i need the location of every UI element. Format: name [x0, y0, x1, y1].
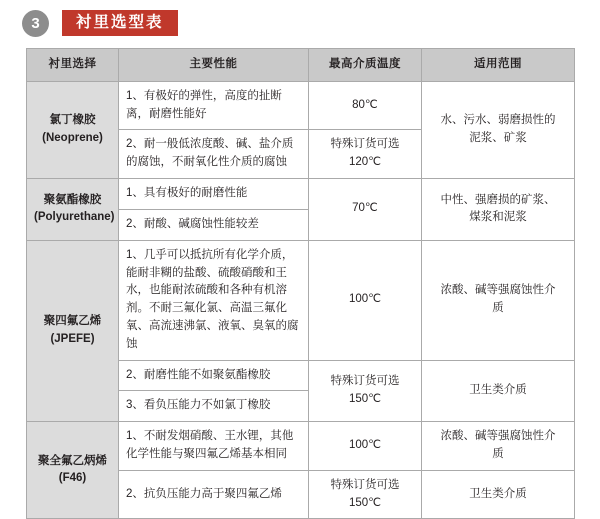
temperature-line-2: 120℃ — [348, 156, 382, 169]
table-header-row — [27, 49, 575, 82]
section-number-badge: 3 — [22, 10, 49, 37]
performance-cell: 2、抗负压能力高于聚四氟乙烯 — [119, 470, 309, 519]
column-header-lining: 衬里选择 — [27, 49, 119, 82]
scope-line-2: 质 — [492, 302, 504, 315]
scope-line-2: 质 — [492, 448, 504, 460]
performance-cell: 1、具有极好的耐磨性能 — [119, 179, 309, 210]
column-header-performance: 主要性能 — [119, 49, 309, 82]
table-body — [27, 81, 575, 519]
column-header-max-temperature: 最高介质温度 — [309, 49, 422, 82]
performance-cell: 1、不耐发烟硝酸、王水锂，其他化学性能与聚四氟乙烯基本相同 — [119, 422, 309, 471]
performance-cell: 3、看负压能力不如氯丁橡胶 — [119, 391, 309, 422]
scope-line-1: 卫生类介质 — [469, 383, 527, 396]
scope-line-1: 水、污水、弱磨损性的 — [440, 114, 556, 127]
temperature-line-1: 80℃ — [352, 98, 378, 111]
scope-cell — [422, 422, 575, 471]
lining-name-line-2: (Neoprene) — [42, 131, 103, 144]
lining-name-line-1: 聚全氟乙炳烯 — [38, 454, 107, 467]
temperature-line-2: 150℃ — [348, 392, 382, 405]
scope-line-1: 浓酸、碱等强腐蚀性介 — [440, 430, 556, 443]
lining-name-line-1: 聚四氟乙烯 — [43, 315, 102, 328]
temperature-cell — [309, 422, 422, 471]
scope-line-1: 卫生类介质 — [469, 487, 527, 500]
scope-cell — [422, 81, 575, 178]
temperature-cell — [309, 470, 422, 519]
temperature-cell — [309, 179, 422, 241]
scope-cell — [422, 179, 575, 241]
scope-cell — [422, 470, 575, 519]
scope-cell — [422, 240, 575, 360]
performance-cell: 2、耐磨性能不如聚氨酯橡胶 — [119, 360, 309, 391]
page-title: 衬里选型表 — [62, 10, 178, 37]
lining-name-line-1: 聚氨酯橡胶 — [43, 193, 102, 206]
temperature-line-1: 100℃ — [348, 293, 382, 306]
temperature-line-1: 70℃ — [352, 202, 378, 215]
temperature-cell — [309, 360, 422, 422]
performance-cell: 2、耐一般低浓度酸、碱、盐介质的腐蚀，不耐氧化性介质的腐蚀 — [119, 130, 309, 179]
table-row — [27, 179, 575, 210]
lining-name-line-2: (F46) — [58, 472, 87, 485]
table-row — [27, 240, 575, 360]
lining-name-cell — [27, 422, 119, 519]
lining-name-cell — [27, 240, 119, 422]
temperature-cell — [309, 130, 422, 179]
lining-selection-table — [26, 48, 575, 519]
temperature-cell — [309, 81, 422, 130]
scope-line-1: 中性、强磨损的矿浆、 — [440, 193, 556, 206]
performance-cell: 1、有极好的弹性，高度的扯断离，耐磨性能好 — [119, 81, 309, 130]
temperature-line-1: 特殊订货可选 — [330, 138, 400, 151]
scope-line-1: 浓酸、碱等强腐蚀性介 — [440, 284, 556, 297]
lining-name-line-1: 氯丁橡胶 — [49, 114, 96, 127]
lining-name-line-2: (JPEFE) — [50, 332, 95, 345]
lining-name-line-2: (Polyurethane) — [34, 211, 115, 224]
lining-selection-table-wrapper — [26, 48, 574, 519]
temperature-line-1: 特殊订货可选 — [330, 375, 400, 388]
performance-cell: 2、耐酸、碱腐蚀性能较差 — [119, 209, 309, 240]
temperature-cell — [309, 240, 422, 360]
table-row — [27, 422, 575, 471]
scope-cell — [422, 360, 575, 422]
lining-name-cell — [27, 179, 119, 241]
temperature-line-1: 特殊订货可选 — [330, 478, 400, 491]
table-header — [27, 49, 575, 82]
section-header — [22, 8, 178, 38]
scope-line-2: 泥浆、矿浆 — [469, 131, 527, 144]
scope-line-2: 煤浆和泥浆 — [469, 211, 527, 224]
lining-name-cell — [27, 81, 119, 178]
performance-cell: 1、几乎可以抵抗所有化学介质，能耐非糊的盐酸、硫酸硝酸和王水，也能耐浓硫酸和各种有机溶剂。不耐三氟化氯、高温三氟化氧、高流速沸氯、液氧、臭氧的腐蚀 — [119, 240, 309, 360]
column-header-scope: 适用范围 — [422, 49, 575, 82]
temperature-line-1: 100℃ — [348, 439, 382, 452]
temperature-line-2: 150℃ — [348, 496, 382, 509]
table-row — [27, 81, 575, 130]
